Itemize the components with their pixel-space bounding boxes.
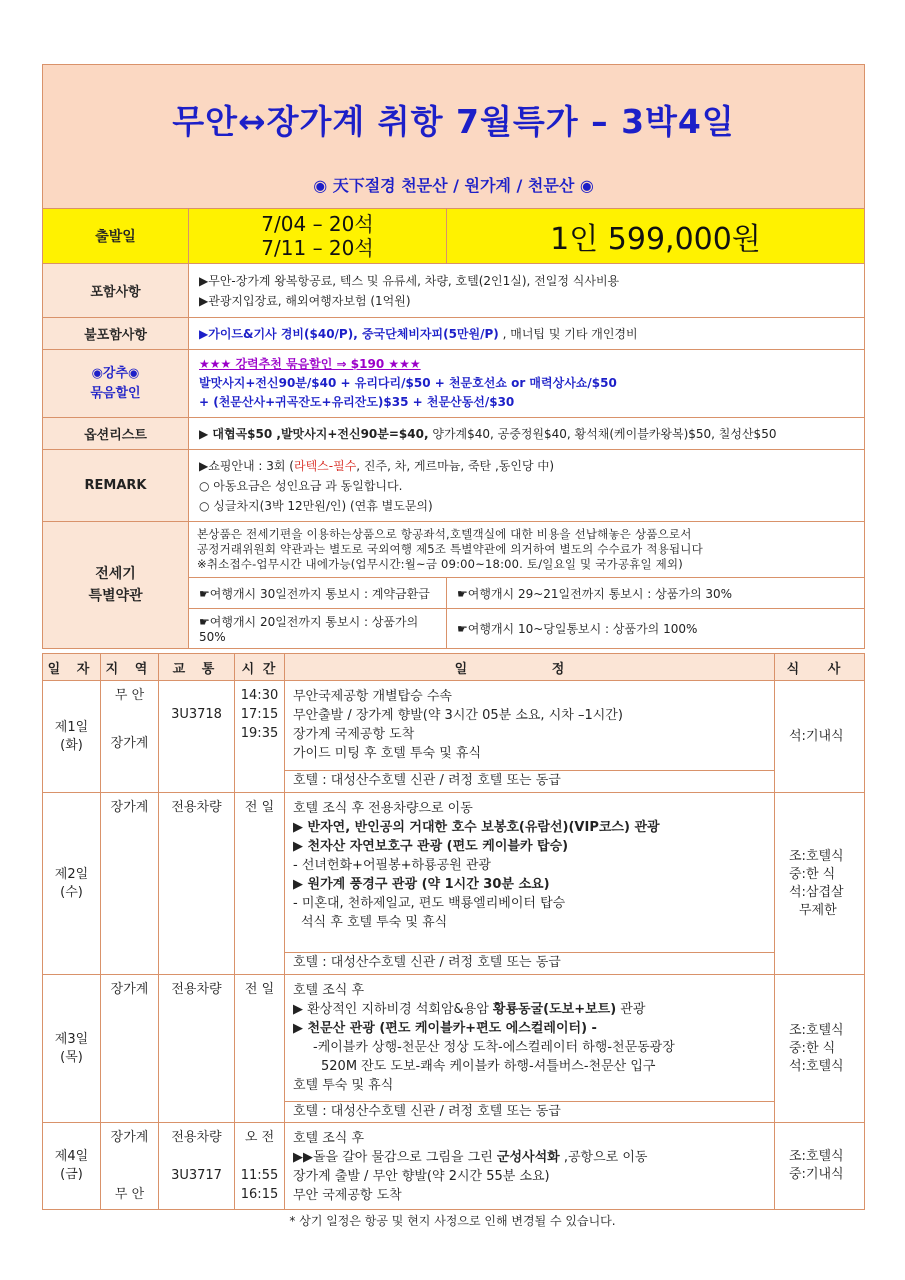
bundle-label-2: 묶음할인 [90,385,141,401]
fee-30days-text: ☛여행개시 30일전까지 통보시 : 계약금환급 [199,586,430,601]
itinerary-day-4 [43,1123,865,1210]
excluded-content [189,318,865,350]
departure-date-2: 7/11 – 20석 [261,236,374,260]
day-4-time-2: 11:55 [240,1168,279,1183]
day-2-label [43,793,101,975]
excluded-rest: , 매너팁 및 기타 개인경비 [498,326,638,341]
itinerary-day-3 [43,975,865,1123]
excluded-main: ▶가이드&기사 경비($40/P), 중국단체비자피(5만원/P) [199,326,499,341]
day-4-meal-lunch: 중:기내식 [789,1167,844,1182]
fee-20days: ☛여행개시 20일전까지 통보시 : 상품가의 50% [189,609,447,649]
day-4-line-2-a: ▶▶돌을 갈아 물감으로 그림을 그린 [293,1150,497,1165]
header-meal: 식 사 [775,654,865,681]
day-3-line-4: -케이블카 상행-천문산 정상 도착-에스컬레이터 하행-천문동광장 [313,1040,675,1055]
terms-label [43,522,189,649]
day-2-meal-lunch: 중:한 식 [789,866,836,882]
day-4-meal-breakfast: 조:호텔식 [789,1149,844,1164]
title-banner [43,65,865,209]
day-4-time [235,1123,285,1210]
day-2-line-6: - 미혼대, 천하제일교, 편도 백룡엘리베이터 탑승 [293,896,566,911]
day-3-transport: 전용차량 [159,975,235,1123]
bundle-content [189,350,865,418]
header-region: 지 역 [101,654,159,681]
footer-note: * 상기 일정은 항공 및 현지 사정으로 인해 변경될 수 있습니다. [289,1214,616,1228]
day-1-line-4: 가이드 미팅 후 호텔 투숙 및 휴식 [293,746,482,761]
day-2-meal-note: 무제한 [799,902,837,918]
day-4-label [43,1123,101,1210]
fee-29-21days: ☛여행개시 29~21일전까지 통보시 : 상품가의 30% [447,578,865,609]
day-3-line-2-c: 관광 [616,1002,646,1017]
departure-label: 출발일 [43,209,189,264]
day-1-transport [159,681,235,793]
day-2-hotel: 호텔 : 대성산수호텔 신관 / 려정 호텔 또는 동급 [285,952,774,973]
day-3-line-3: ▶ 천문산 관광 (편도 케이블카+편도 에스컬레이터) - [293,1021,597,1036]
day-3-line-1: 호텔 조식 후 [293,983,365,998]
day-4-line-2-b: 군성사석화 [496,1150,560,1165]
itinerary-day-1 [43,681,865,793]
day-3-region: 장가계 [101,975,159,1123]
day-1-time-2: 17:15 [240,707,279,722]
fee-30days [189,578,447,609]
bundle-label [43,350,189,418]
day-4-region-to: 무 안 [114,1187,145,1202]
day-3-label [43,975,101,1123]
bundle-headline: ★★★ 강력추천 묶음할인 ⇒ $190 ★★★ [199,357,421,371]
page-subtitle: ◉ 天下절경 천문산 / 원가계 / 천문산 ◉ [313,175,594,195]
departure-row [43,209,865,264]
day-1-hotel: 호텔 : 대성산수호텔 신관 / 려정 호텔 또는 동급 [285,770,774,791]
day-4-line-2 [293,1148,766,1167]
day-4-time-3: 16:15 [240,1187,279,1202]
day-4-weekday: (금) [60,1167,83,1182]
included-line-2: ▶관광지입장료, 해외여행자보험 (1억원) [199,293,411,308]
day-2-line-4: - 선녀헌화+어필봉+하룡공원 관광 [293,858,491,873]
day-3-meal-breakfast: 조:호텔식 [789,1022,844,1038]
day-3-line-2-b: 황룡동굴(도보+보트) [492,1002,617,1017]
day-2-number: 제2일 [54,866,89,882]
day-2-transport: 전용차량 [159,793,235,975]
day-2-weekday: (수) [60,884,83,900]
day-4-line-2-c: ,공항으로 이동 [559,1150,648,1165]
day-2-line-5: ▶ 원가계 풍경구 관광 (약 1시간 30분 소요) [293,877,550,892]
page-title: 무안↔장가계 취항 7월특가 – 3박4일 [172,101,735,141]
day-4-time-1: 오 전 [244,1130,275,1145]
day-1-time-1: 14:30 [240,688,279,703]
day-3-schedule [285,975,775,1123]
day-4-transport [159,1123,235,1210]
day-2-meal-breakfast: 조:호텔식 [789,848,844,864]
day-1-meal-dinner: 석:기내식 [789,728,844,744]
remark-shop-suffix: , 진주, 차, 게르마늄, 죽탄 ,동인당 中) [356,458,555,473]
terms-notice-3: ※취소접수-업무시간 내에가능(업무시간:월~금 09:00~18:00. 토/일요일 및 국가공휴일 제외) [197,557,683,571]
included-content [189,264,865,318]
price: 1인 599,000원 [447,209,865,264]
remark-shop-prefix: ▶쇼핑안내 : 3회 ( [199,458,294,473]
day-4-region-from: 장가계 [110,1130,149,1145]
day-4-schedule [285,1123,775,1210]
day-1-schedule [285,681,775,793]
header-transport: 교 통 [159,654,235,681]
day-4-region [101,1123,159,1210]
departure-dates [189,209,447,264]
day-4-line-3: 장가계 출발 / 무안 향발(약 2시간 55분 소요) [293,1169,550,1184]
itinerary-header [43,654,865,681]
day-4-vehicle: 전용차량 [171,1130,222,1145]
terms-label-2: 특별약관 [88,588,143,604]
day-2-region: 장가계 [101,793,159,975]
day-3-weekday: (목) [60,1049,83,1065]
terms-notice [189,522,865,578]
day-1-meals [775,681,865,793]
day-4-line-4: 무안 국제공항 도착 [293,1188,402,1203]
remark-child: ○ 아동요금은 성인요금 과 동일합니다. [199,478,403,493]
day-2-line-7: 석식 후 호텔 투숙 및 휴식 [301,915,448,930]
day-2-line-3: ▶ 천자산 자연보호구 관광 (편도 케이블카 탑승) [293,839,569,854]
day-1-line-1: 무안국제공항 개별탑승 수속 [293,689,452,704]
day-1-region-from: 무 안 [114,688,145,703]
day-1-flight: 3U3718 [171,707,222,722]
bundle-line-2: + (천문산사+귀곡잔도+유리잔도)$35 + 천문산동선/$30 [199,395,515,409]
remark-shopping [199,456,854,476]
day-3-line-6: 호텔 투숙 및 휴식 [293,1078,394,1093]
terms-notice-1: 본상품은 전세기편을 이용하는상품으로 항공좌석,호텔객실에 대한 비용을 선납해놓은 상품으로서 [197,527,692,541]
day-4-line-1: 호텔 조식 후 [293,1131,365,1146]
included-line-1: ▶무안-장가계 왕복항공료, 텍스 및 유류세, 차량, 호텔(2인1실), 전일정 식사비용 [199,273,620,288]
day-1-region-to: 장가계 [110,736,149,751]
bundle-line-1: 발맛사지+전신90분/$40 + 유리다리/$50 + 천문호선쇼 or 매력상사쇼/$50 [199,376,617,390]
options-content [189,418,865,450]
fee-10days: ☛여행개시 10~당일통보시 : 상품가의 100% [447,609,865,649]
day-3-hotel: 호텔 : 대성산수호텔 신관 / 려정 호텔 또는 동급 [285,1101,774,1122]
day-2-meals [775,793,865,975]
product-info [42,64,864,649]
day-1-number: 제1일 [54,719,89,735]
itinerary [42,653,864,1210]
remark-single: ○ 싱글차지(3박 12만원/인) (연휴 별도문의) [199,498,433,513]
terms-notice-2: 공정거래위원회 약관과는 별도로 국외여행 제5조 특별약관에 의거하여 별도의 수수료가 적용됩니다 [197,542,703,556]
options-rest: 양가계$40, 공중정원$40, 황석채(케이블카왕복)$50, 칠성산$50 [428,426,777,441]
itinerary-day-2 [43,793,865,975]
day-3-meal-dinner: 석:호텔식 [789,1058,844,1074]
day-1-region [101,681,159,793]
day-2-line-2: ▶ 반자연, 반인공의 거대한 호수 보봉호(유람선)(VIP코스) 관광 [293,820,660,835]
day-4-meals [775,1123,865,1210]
header-time: 시 간 [235,654,285,681]
header-schedule: 일 정 [285,654,775,681]
day-3-line-5: 520M 잔도 도보-쾌속 케이블카 하행-셔틀버스-천문산 입구 [321,1059,656,1074]
included-label: 포함사항 [43,264,189,318]
day-2-line-1: 호텔 조식 후 전용차량으로 이동 [293,801,473,816]
day-1-time [235,681,285,793]
day-3-time: 전 일 [235,975,285,1123]
day-3-number: 제3일 [54,1031,89,1047]
day-1-label [43,681,101,793]
day-4-flight: 3U3717 [171,1168,222,1183]
departure-date-1: 7/04 – 20석 [261,212,374,236]
day-1-line-2: 무안출발 / 장가계 향발(약 3시간 05분 소요, 시차 –1시간) [293,708,623,723]
day-1-time-3: 19:35 [240,726,279,741]
excluded-label: 불포함사항 [43,318,189,350]
remark-label: REMARK [43,450,189,522]
remark-content [189,450,865,522]
remark-shop-required: 라텍스-필수 [294,458,357,473]
day-2-meal-dinner: 석:삼겹살 [789,884,844,900]
day-3-line-2-a: ▶ 환상적인 지하비경 석회암&용암 [293,1002,493,1017]
day-2-time: 전 일 [235,793,285,975]
options-label: 옵션리스트 [43,418,189,450]
day-1-line-3: 장가계 국제공항 도착 [293,727,415,742]
day-2-schedule [285,793,775,975]
header-day: 일 자 [43,654,101,681]
day-3-line-2 [293,1000,766,1019]
terms-label-1: 전세기 [95,566,136,582]
day-3-meals [775,975,865,1123]
options-main: ▶ 대협곡$50 ,발맛사지+전신90분=$40, [199,426,429,441]
day-4-number: 제4일 [54,1149,89,1164]
day-3-meal-lunch: 중:한 식 [789,1040,836,1056]
day-1-weekday: (화) [60,737,83,753]
bundle-label-1: ◉강추◉ [91,365,140,381]
